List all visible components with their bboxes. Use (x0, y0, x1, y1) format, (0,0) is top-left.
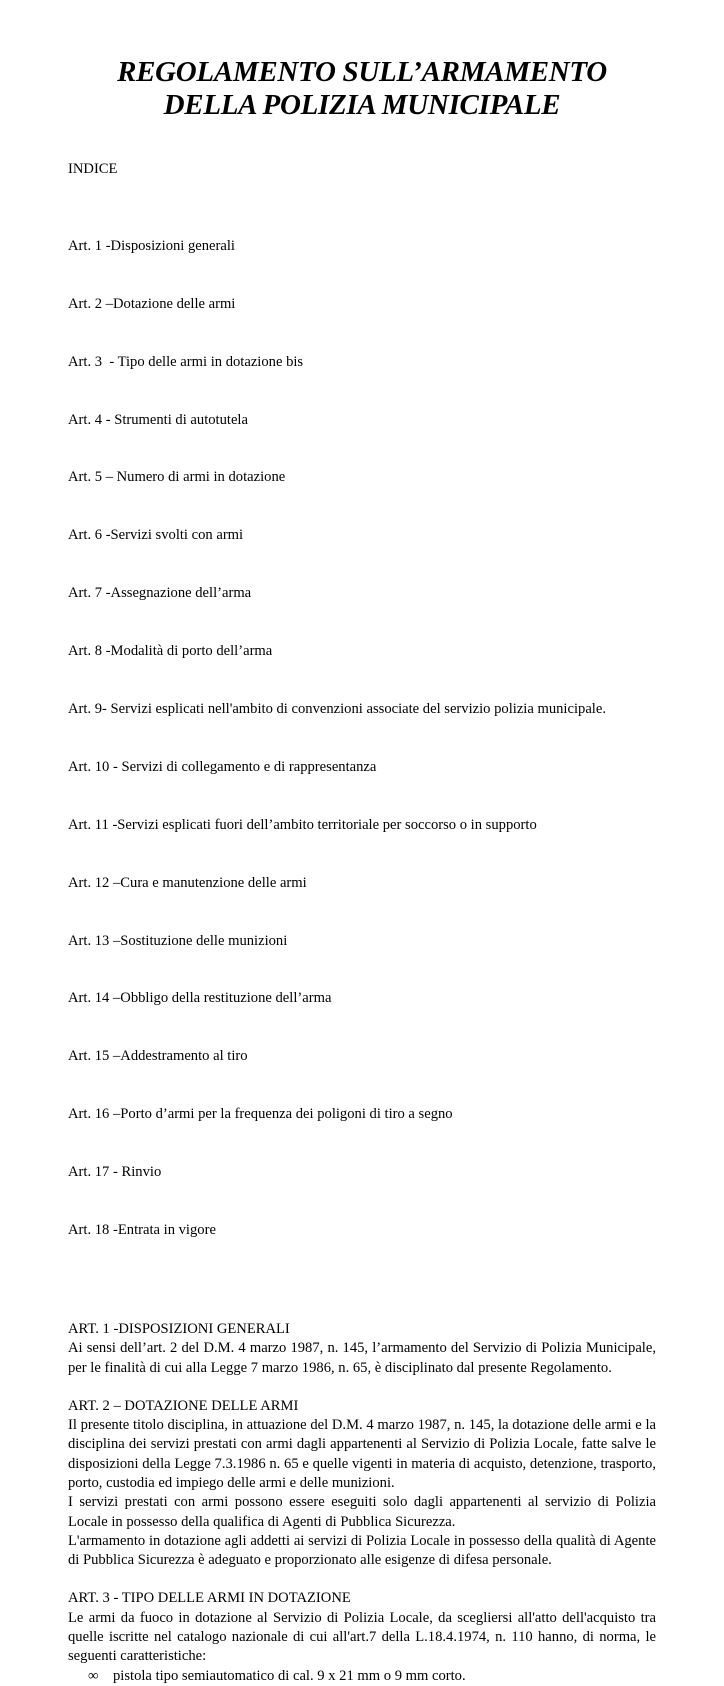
toc-item: Art. 11 -Servizi esplicati fuori dell’ambito territoriale per soccorso o in supporto (68, 816, 537, 833)
toc-item: Art. 2 –Dotazione delle armi (68, 295, 236, 312)
toc-item: Art. 1 -Disposizioni generali (68, 237, 235, 254)
article-2-heading: ART. 2 – DOTAZIONE DELLE ARMI (68, 1397, 299, 1414)
toc-item: Art. 8 -Modalità di porto dell’arma (68, 643, 273, 660)
article-1-heading: ART. 1 -DISPOSIZIONI GENERALI (68, 1320, 290, 1337)
article-3-heading: ART. 3 - TIPO DELLE ARMI IN DOTAZIONE (68, 1590, 351, 1607)
toc-item: Art. 16 –Porto d’armi per la frequenza dei poligoni di tiro a segno (68, 1106, 453, 1123)
index-heading: INDICE (68, 161, 118, 177)
toc-item: Art. 3 - Tipo delle armi in dotazione bis (68, 353, 304, 370)
article-2-section (68, 1397, 656, 1571)
article-2-paragraph: I servizi prestati con armi possono essere eseguiti solo dagli appartenenti al servizio di Polizia Locale in possesso della qualifica di Agenti di Pubblica Sicurezza. (68, 1494, 656, 1530)
toc-item: Art. 4 - Strumenti di autotutela (68, 411, 248, 428)
article-3-bullet-list (68, 1667, 656, 1686)
toc-item: Art. 7 -Assegnazione dell’arma (68, 585, 252, 602)
article-1-section (68, 1320, 656, 1378)
article-3-section (68, 1589, 656, 1685)
document-title (68, 56, 656, 122)
toc-item: Art. 6 -Servizi svolti con armi (68, 527, 244, 544)
title-line-1: REGOLAMENTO SULL’ARMAMENTO (117, 56, 607, 88)
toc-item: Art. 15 –Addestramento al tiro (68, 1048, 248, 1065)
list-item (68, 1667, 656, 1686)
list-item-text: pistola tipo semiautomatico di cal. 9 x 21 mm o 9 mm corto. (113, 1667, 466, 1684)
toc-item: Art. 18 -Entrata in vigore (68, 1222, 216, 1239)
document-page (68, 56, 656, 1686)
toc-item: Art. 12 –Cura e manutenzione delle armi (68, 874, 307, 891)
table-of-contents (68, 198, 656, 1279)
toc-item: Art. 9- Servizi esplicati nell'ambito di convenzioni associate del servizio polizia municipale. (68, 701, 606, 718)
article-3-paragraph: Le armi da fuoco in dotazione al Servizio di Polizia Locale, da scegliersi all'atto dell'acquisto tra quelle iscritte nel catalogo nazionale di cui all'art.7 della L.18.4.1974, n. 110 hanno, di norma, le seguenti caratteristiche: (68, 1609, 656, 1665)
toc-item: Art. 17 - Rinvio (68, 1164, 162, 1181)
toc-item: Art. 14 –Obbligo della restituzione dell’arma (68, 990, 332, 1007)
article-1-paragraph: Ai sensi dell’art. 2 del D.M. 4 marzo 1987, n. 145, l’armamento del Servizio di Polizia Municipale, per le finalità di cui alla Legge 7 marzo 1986, n. 65, è disciplinato dal presente Regolamento. (68, 1340, 656, 1376)
toc-item: Art. 10 - Servizi di collegamento e di rappresentanza (68, 758, 377, 775)
toc-item: Art. 13 –Sostituzione delle munizioni (68, 932, 288, 949)
title-line-2: DELLA POLIZIA MUNICIPALE (163, 89, 561, 121)
article-2-paragraph: L'armamento in dotazione agli addetti ai servizi di Polizia Locale in possesso della qualità di Agente di Pubblica Sicurezza è adeguato e proporzionato alle esigenze di difesa personale. (68, 1532, 656, 1569)
article-2-paragraph: Il presente titolo disciplina, in attuazione del D.M. 4 marzo 1987, n. 145, la dotazione delle armi e la disciplina dei servizi prestati con armi dagli appartenenti al Servizio di Polizia Locale, fatte salve le disposizioni della Legge 7.3.1986 n. 65 e quelle vigenti in materia di acquisto, detenzione, trasporto, porto, custodia ed impiego delle armi e delle munizioni. (68, 1417, 656, 1491)
infinity-bullet-icon: ∞ (88, 1667, 99, 1684)
toc-item: Art. 5 – Numero di armi in dotazione (68, 469, 286, 486)
